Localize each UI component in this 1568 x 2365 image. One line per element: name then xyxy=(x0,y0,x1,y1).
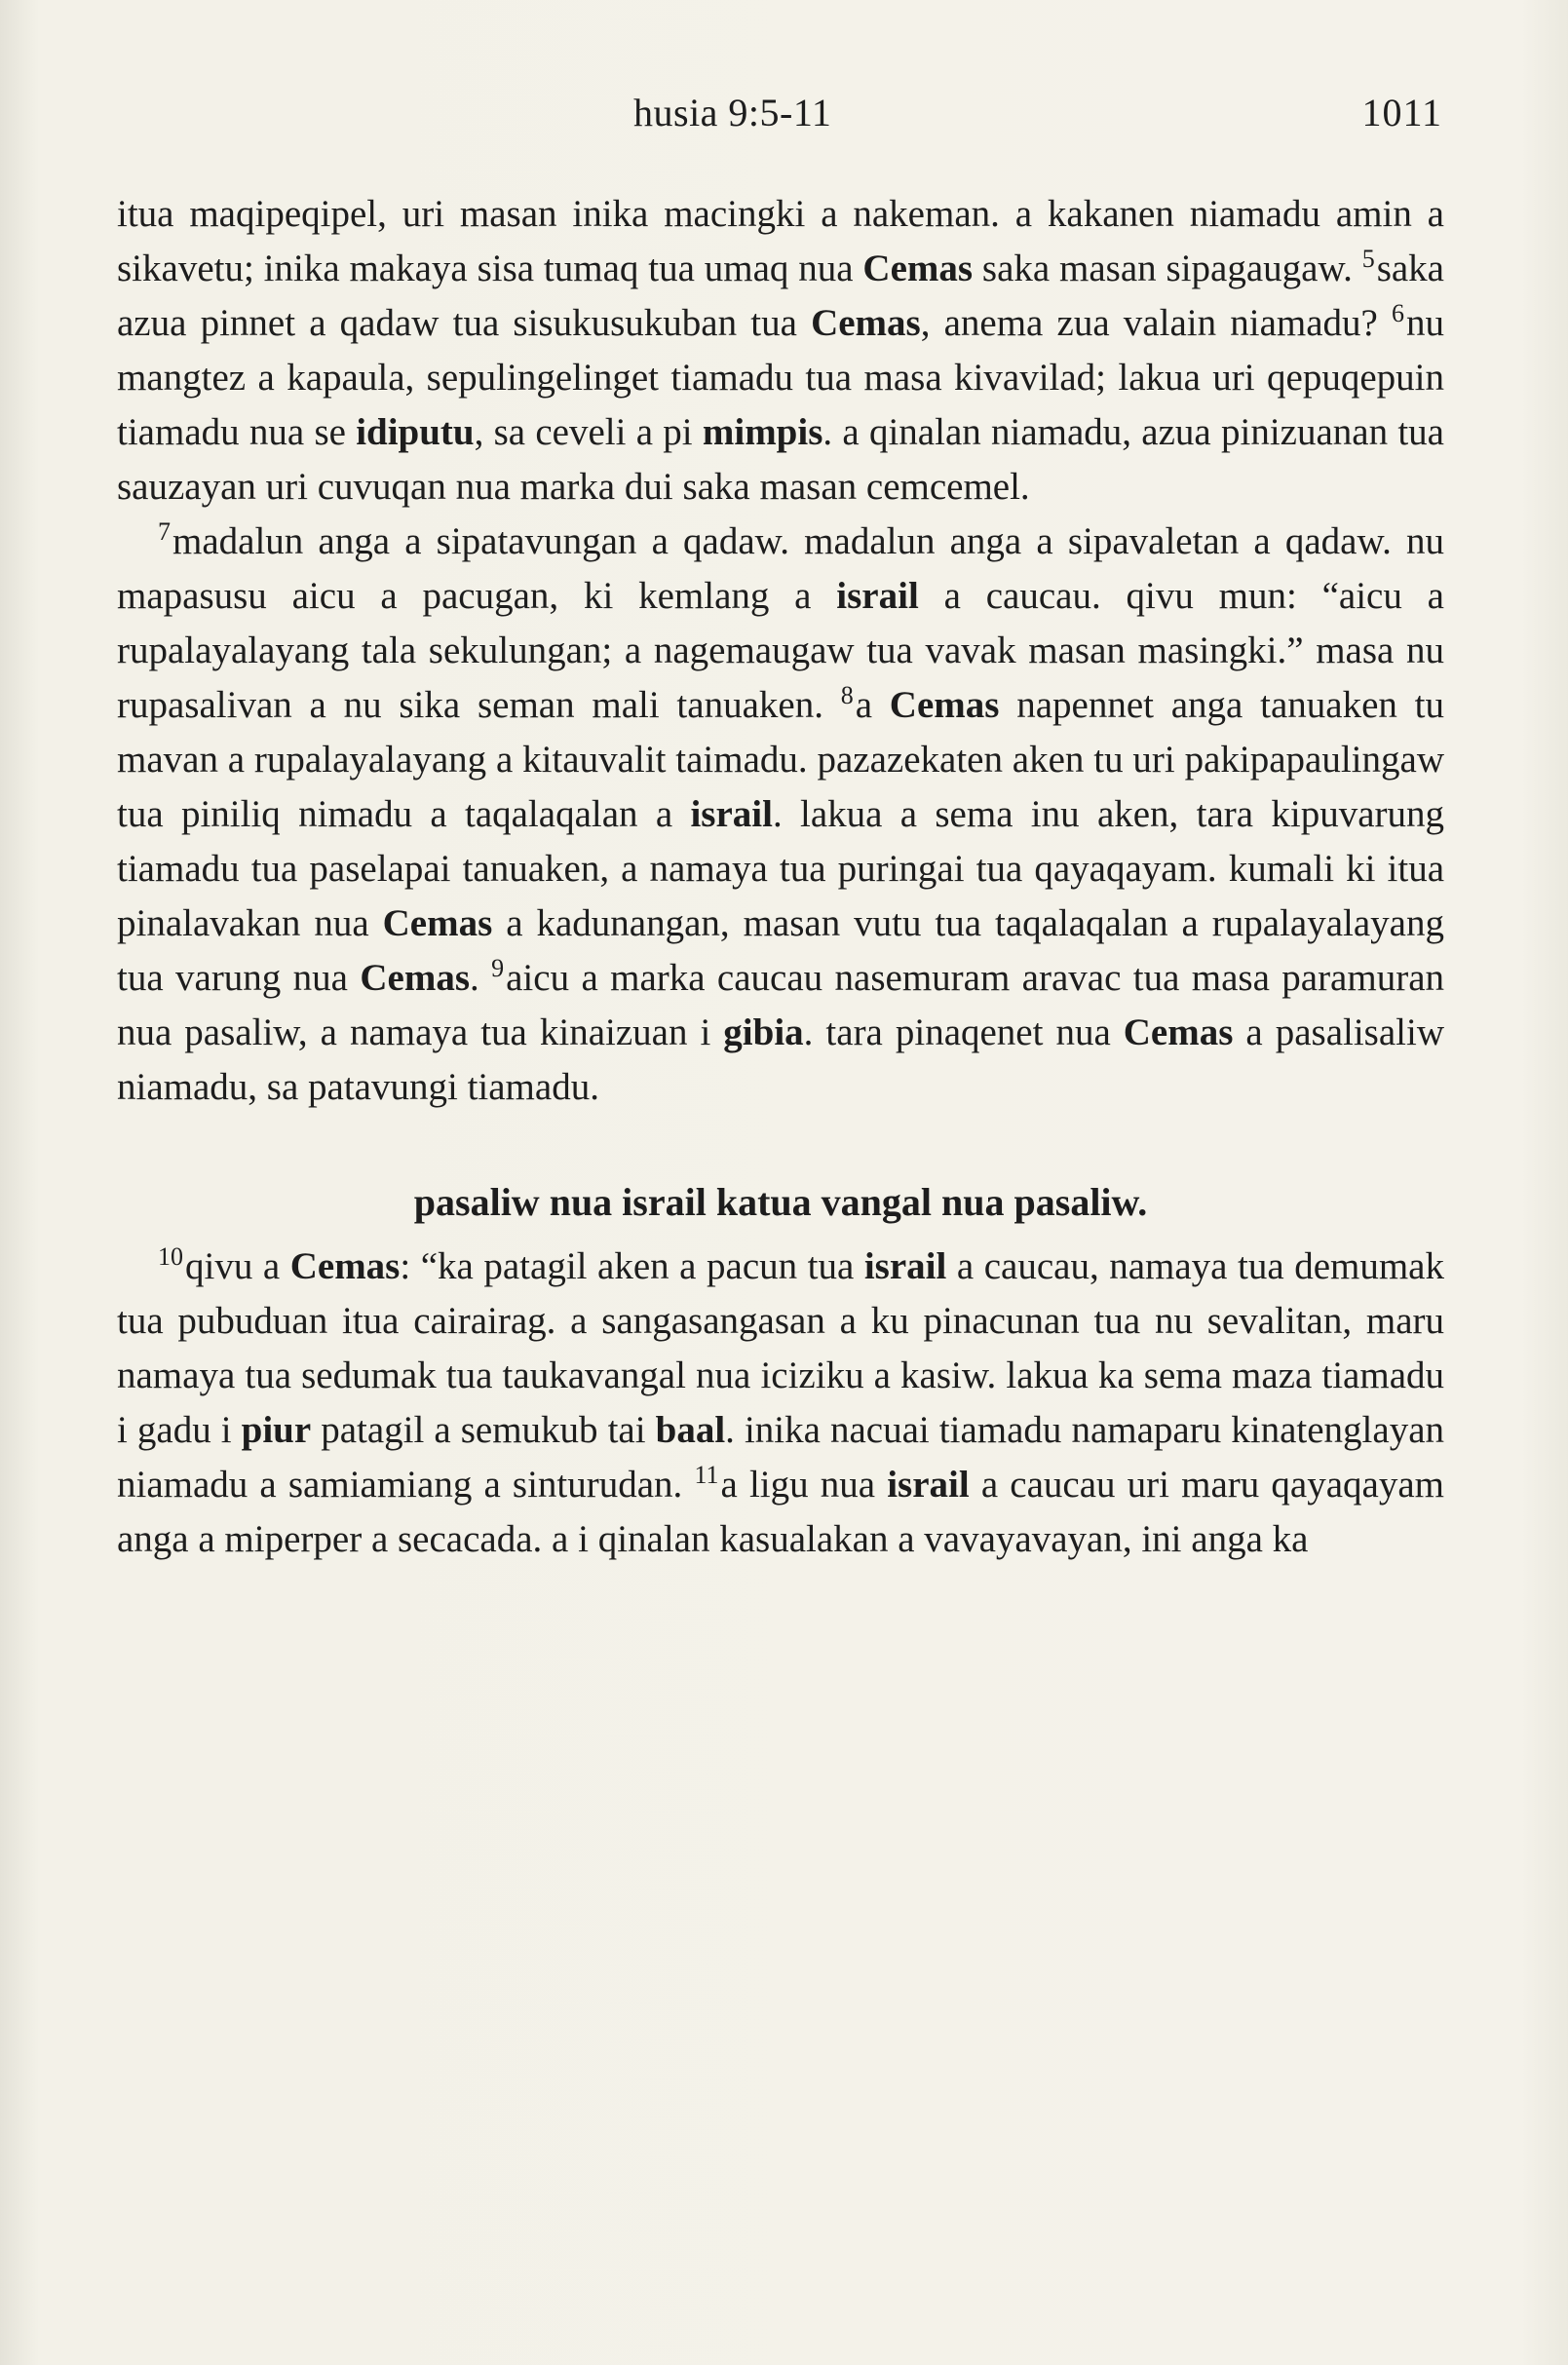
bold-term: Cemas xyxy=(811,302,921,344)
paragraph-p3 xyxy=(117,1240,1444,1567)
bold-term: idiputu xyxy=(356,411,475,453)
text-run: nu mangtez a kapaula, sepulingelinget tiamadu tua masa kivavilad; lakua uri qepuqepuin tiamadu nua se xyxy=(117,302,1444,453)
text-run: , anema zua valain niamadu? xyxy=(920,302,1392,344)
text-run: saka azua pinnet a qadaw tua sisukusukuban tua xyxy=(117,248,1444,344)
bold-term: Cemas xyxy=(862,248,974,289)
bold-term: israil xyxy=(887,1464,970,1506)
text-run: . inika nacuai tiamadu namaparu kinatenglayan niamadu a samiamiang a sinturudan. xyxy=(117,1409,1445,1506)
bold-term: Cemas xyxy=(382,902,493,944)
page-header xyxy=(117,90,1442,138)
bold-term: Cemas xyxy=(1123,1011,1234,1053)
text-run: madalun anga a sipatavungan a qadaw. madalun anga a sipavaletan a qadaw. nu mapasusu aicu a pacugan, ki kemlang a xyxy=(117,520,1444,617)
text-run: a caucau uri maru qayaqayam anga a miperper a secacada. a i qinalan kasualakan a vavayavayan, ini anga ka xyxy=(117,1464,1444,1560)
text-run: a caucau, namaya tua demumak tua pubuduan itua cairairag. a sangasangasan a ku pinacunan tua nu sevalitan, maru namaya tua sedumak tua taukavangal nua iciziku a kasiw. lakua ka sema maza tiamadu i gadu i xyxy=(117,1245,1444,1451)
text-run: a caucau. qivu mun: “aicu a rupalayalayang tala sekulungan; a nagemaugaw tua vavak masan masingki.” masa nu rupasalivan a nu sika seman mali tanuaken. xyxy=(117,575,1444,726)
text-run: qivu a xyxy=(185,1245,290,1287)
bold-term: israil xyxy=(863,1245,947,1287)
text-run: saka masan sipagaugaw. xyxy=(973,248,1362,289)
section-heading: pasaliw nua israil katua vangal nua pasaliw. xyxy=(413,1180,1148,1224)
page-body xyxy=(117,187,1444,1567)
text-run: . xyxy=(470,957,492,999)
bold-term: Cemas xyxy=(360,957,470,999)
bold-term: Cemas xyxy=(289,1245,401,1287)
bold-term: baal xyxy=(655,1409,726,1451)
verse-number: 11 xyxy=(694,1461,719,1489)
paragraph-p2 xyxy=(117,515,1444,1115)
text-run: a kadunangan, masan vutu tua taqalaqalan a rupalayalayang tua varung nua xyxy=(117,902,1444,999)
verse-number: 6 xyxy=(1392,299,1404,327)
text-run: . lakua a sema inu aken, tara kipuvarung tiamadu tua paselapai tanuaken, a namaya tua puringai tua qayaqayam. kumali ki itua pinalavakan nua xyxy=(117,793,1444,944)
verse-number: 10 xyxy=(158,1242,183,1271)
verse-number: 7 xyxy=(158,517,171,546)
text-run: napennet anga tanuaken tu mavan a rupalayalayang a kitauvalit taimadu. pazazekaten aken tu uri pakipapaulingaw tua piniliq nimadu a taqalaqalan a xyxy=(117,684,1444,835)
bold-term: mimpis xyxy=(702,411,823,453)
text-run: a ligu nua xyxy=(720,1464,888,1506)
text-run: . a qinalan niamadu, azua pinizuanan tua sauzayan uri cuvuqan nua marka dui saka masan cemcemel. xyxy=(117,411,1444,508)
bold-term: piur xyxy=(241,1409,312,1451)
text-run: aicu a marka caucau nasemuram aravac tua masa paramuran nua pasaliw, a namaya tua kinaizuan i xyxy=(117,957,1445,1053)
text-run: , sa ceveli a pi xyxy=(474,411,703,453)
running-head: husia 9:5-11 xyxy=(633,91,832,134)
text-run: itua maqipeqipel, uri masan inika macingki a nakeman. a kakanen niamadu amin a sikavetu; inika makaya sisa tumaq tua umaq nua xyxy=(117,193,1444,289)
verse-number: 5 xyxy=(1361,245,1375,273)
text-run: patagil a semukub tai xyxy=(311,1409,656,1451)
bold-term: israil xyxy=(690,793,773,835)
paragraph-p1 xyxy=(117,187,1444,515)
bold-term: israil xyxy=(836,575,919,617)
text-run: . tara pinaqenet nua xyxy=(803,1011,1124,1053)
bold-term: gibia xyxy=(723,1011,804,1053)
verse-number: 9 xyxy=(491,954,505,982)
bold-term: Cemas xyxy=(889,684,1000,726)
text-run: a xyxy=(855,684,890,726)
page-number: 1011 xyxy=(1361,91,1442,134)
text-run: a pasalisaliw niamadu, sa patavungi tiamadu. xyxy=(117,1011,1444,1108)
text-run: : “ka patagil aken a pacun tua xyxy=(400,1245,864,1287)
verse-number: 8 xyxy=(840,681,854,709)
